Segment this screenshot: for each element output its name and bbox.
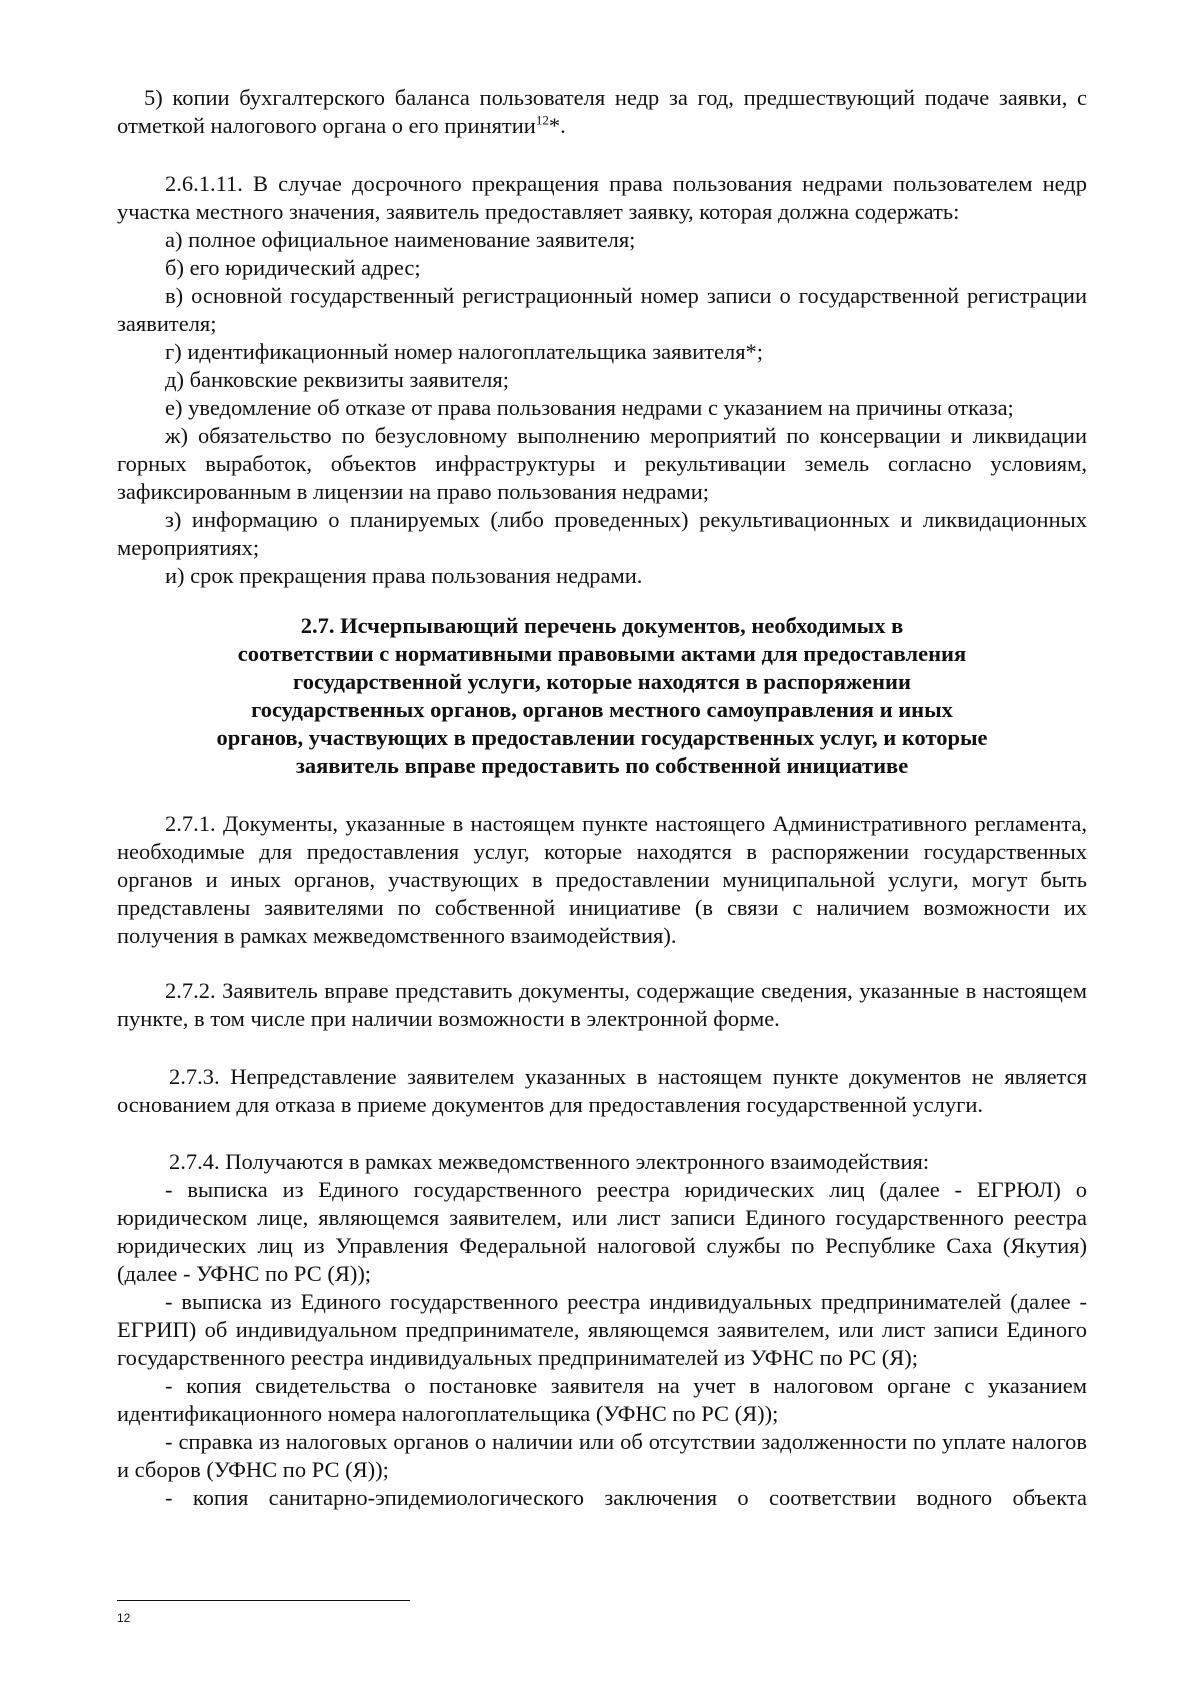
footnote-12: 12 <box>117 1611 131 1625</box>
list-item-sanitary: - копия санитарно-эпидемиологического заключения о соответствии водного объекта <box>165 1485 1087 1510</box>
list-item-b: б) его юридический адрес; <box>165 255 421 280</box>
item-5-line2: отметкой налогового органа о его принятии$^{12}$*. <box>117 112 566 138</box>
paragraph-2-7-2-text: 2.7.2. Заявитель вправе представить документы, содержащие сведения, указанные в настоящем пункте, в том числе при наличии возможности в электронной форме. <box>117 978 1087 1031</box>
list-item-v: в) основной государственный регистрационный номер записи о государственной регистрации заявителя; <box>117 283 1087 336</box>
item-5-block <box>117 84 1087 140</box>
list-item-a: а) полное официальное наименование заявителя; <box>165 227 636 252</box>
heading-2-7 <box>117 612 1087 780</box>
list-item-tax-debt: - справка из налоговых органов о наличии или об отсутствии задолженности по уплате налогов и сборов (УФНС по РС (Я)); <box>117 1429 1087 1482</box>
heading-line: заявитель вправе предоставить по собственной инициативе <box>295 753 909 778</box>
section-2-6-1-11-intro: 2.6.1.11. В случае досрочного прекращения права пользования недрами пользователем недр участка местного значения, заявитель предоставляет заявку, которая должна содержать: <box>117 171 1087 224</box>
paragraph-2-7-1 <box>117 810 1087 950</box>
footnote-divider <box>117 1600 410 1601</box>
list-item-tax-certificate: - копия свидетельства о постановке заявителя на учет в налоговом органе с указанием идентификационного номера налогоплательщика (УФНС по РС (Я)); <box>117 1373 1087 1426</box>
list-item-zh: ж) обязательство по безусловному выполнению мероприятий по консервации и ликвидации горных выработок, объектов инфраструктуры и рекультивации земель согласно условиям, зафиксированным в лицензии на право пользования недрами; <box>117 423 1087 504</box>
heading-line: государственных органов, органов местного самоуправления и иных <box>251 697 953 722</box>
section-2-7-heading <box>117 612 1087 780</box>
footnote-ref-12[interactable]: 12 <box>535 112 549 128</box>
item-5-line1: 5) копии бухгалтерского баланса пользователя недр за год, предшествующий подаче заявки, с <box>144 85 1087 110</box>
heading-line: соответствии с нормативными правовыми актами для предоставления <box>237 641 967 666</box>
section-2-6-1-11 <box>117 170 1087 590</box>
list-item-d: д) банковские реквизиты заявителя; <box>165 367 510 392</box>
paragraph-2-7-4-intro: 2.7.4. Получаются в рамках межведомственного электронного взаимодействия: <box>169 1149 930 1174</box>
paragraph-2-7-3-text: 2.7.3. Непредставление заявителем указанных в настоящем пункте документов не является основанием для отказа в приеме документов для предоставления государственной услуги. <box>117 1064 1087 1117</box>
heading-line: 2.7. Исчерпывающий перечень документов, необходимых в <box>300 613 904 638</box>
list-item-g: г) идентификационный номер налогоплательщика заявителя*; <box>165 339 764 364</box>
paragraph-2-7-2 <box>117 977 1087 1033</box>
list-item-egrip: - выписка из Единого государственного реестра индивидуальных предпринимателей (далее - ЕГРИП) об индивидуальном предпринимателе, являющемся заявителем, или лист записи Единого государственного реестра индивидуальных предпринимателей из УФНС по РС (Я); <box>117 1289 1087 1370</box>
paragraph-2-7-4 <box>117 1148 1087 1512</box>
list-item-z: з) информацию о планируемых (либо проведенных) рекультивационных и ликвидационных мероприятиях; <box>117 507 1087 560</box>
heading-line: органов, участвующих в предоставлении государственных услуг, и которые <box>216 725 988 750</box>
list-item-egrul: - выписка из Единого государственного реестра юридических лиц (далее - ЕГРЮЛ) о юридическом лице, являющемся заявителем, или лист записи Единого государственного реестра юридических лиц из Управления Федеральной налоговой службы по Республике Саха (Якутия) (далее - УФНС по РС (Я)); <box>117 1177 1087 1286</box>
paragraph-2-7-3 <box>117 1063 1087 1119</box>
heading-line: государственной услуги, которые находятся в распоряжении <box>293 669 911 694</box>
paragraph-2-7-1-text: 2.7.1. Документы, указанные в настоящем пункте настоящего Административного регламента, необходимые для предоставления услуг, которые находятся в распоряжении государственных органов и иных органов, участвующих в предоставлении муниципальной услуги, могут быть представлены заявителями по собственной инициативе (в связи с наличием возможности их получения в рамках межведомственного взаимодействия). <box>117 811 1087 948</box>
list-item-e: е) уведомление об отказе от права пользования недрами с указанием на причины отказа; <box>165 395 1014 420</box>
list-item-i: и) срок прекращения права пользования недрами. <box>165 563 643 588</box>
